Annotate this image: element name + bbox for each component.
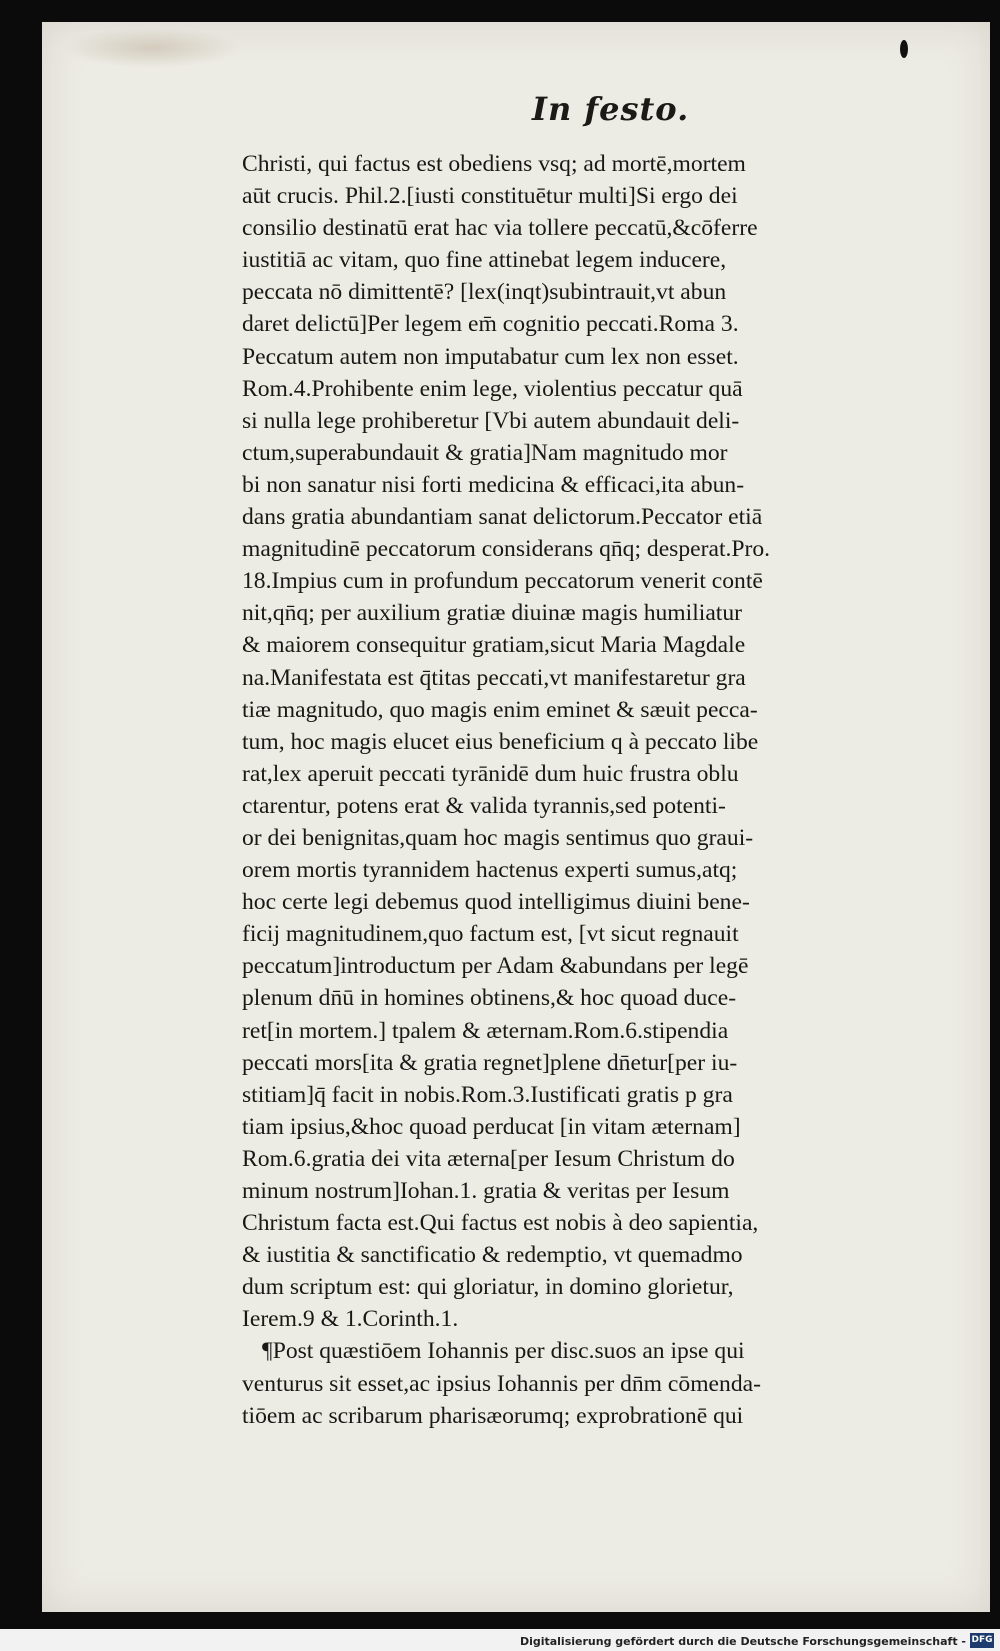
text-line: na.Manifestata est q̄titas peccati,vt manifestaretur gra	[242, 664, 746, 691]
text-line: ctum,superabundauit & gratia]Nam magnitudo mor	[242, 439, 728, 466]
text-line: dans gratia abundantiam sanat delictorum.Peccator etiā	[242, 504, 763, 531]
text-line: venturus sit esset,ac ipsius Iohannis per dn̄m cōmenda-	[242, 1370, 761, 1397]
text-line: magnitudinē peccatorum considerans qn̄q; desperat.Pro.	[242, 536, 771, 563]
running-head: In festo.	[532, 90, 690, 128]
text-line: nit,qn̄q; per auxilium gratiæ diuinæ magis humiliatur	[242, 600, 743, 627]
text-line: plenum dn̄ū in homines obtinens,& hoc quoad duce-	[242, 985, 737, 1012]
text-line: Christi, qui factus est obediens vsq; ad mortē,mortem	[242, 151, 746, 177]
text-line: Christum facta est.Qui factus est nobis à deo sapientia,	[242, 1210, 759, 1237]
text-line: Ierem.9 & 1.Corinth.1.	[242, 1306, 459, 1333]
text-line: ret[in mortem.] tpalem & æternam.Rom.6.stipendia	[242, 1017, 729, 1044]
ink-mark-icon	[900, 40, 908, 58]
text-line: si nulla lege prohiberetur [Vbi autem abundauit deli-	[242, 407, 740, 434]
text-line: & iustitia & sanctificatio & redemptio, vt quemadmo	[242, 1242, 743, 1269]
funding-notice: Digitalisierung gefördert durch die Deutsche Forschungsgemeinschaft -	[519, 1635, 966, 1648]
text-line: iustitiā ac vitam, quo fine attinebat legem inducere,	[242, 247, 727, 274]
text-line: hoc certe legi debemus quod intelligimus diuini bene-	[242, 889, 750, 916]
paper-stain	[62, 28, 242, 68]
text-line: tiam ipsius,&hoc quoad perducat [in vitam æternam]	[242, 1113, 741, 1140]
footer-bar	[0, 1629, 1000, 1651]
text-line: & maiorem consequitur gratiam,sicut Maria Magdale	[242, 632, 746, 659]
dfg-logo-icon: DFG	[970, 1633, 994, 1648]
text-line: consilio destinatū erat hac via tollere peccatū,&cōferre	[242, 215, 758, 242]
text-line: orem mortis tyrannidem hactenus experti sumus,atq;	[242, 857, 738, 884]
text-line: 18.Impius cum in profundum peccatorum venerit contē	[242, 568, 763, 595]
text-line: stitiam]q̄ facit in nobis.Rom.3.Iustificati gratis p gra	[242, 1081, 733, 1108]
text-line: ctarentur, potens erat & valida tyrannis,sed potenti-	[242, 792, 726, 819]
text-line: tiæ magnitudo, quo magis enim eminet & sæuit pecca-	[242, 696, 758, 723]
text-line: Rom.4.Prohibente enim lege, violentius peccatur quā	[242, 375, 743, 402]
paper-leaf	[42, 22, 990, 1612]
text-line: rat,lex aperuit peccati tyrānidē dum huic frustra oblu	[242, 760, 739, 787]
text-line: minum nostrum]Iohan.1. gratia & veritas per Iesum	[242, 1178, 730, 1204]
text-line: Peccatum autem non imputabatur cum lex non esset.	[242, 343, 739, 370]
text-line-paragraph-start: ¶Post quæstiōem Iohannis per disc.suos an ipse qui	[262, 1338, 745, 1365]
text-line: daret delictū]Per legem em̄ cognitio peccati.Roma 3.	[242, 311, 739, 338]
text-line: bi non sanatur nisi forti medicina & efficaci,ita abun-	[242, 471, 745, 498]
text-line: or dei benignitas,quam hoc magis sentimus quo graui-	[242, 824, 754, 851]
text-line: aūt crucis. Phil.2.[iusti constituētur multi]Si ergo dei	[242, 183, 738, 210]
text-line: Rom.6.gratia dei vita æterna[per Iesum Christum do	[242, 1145, 735, 1172]
text-line: ficij magnitudinem,quo factum est, [vt sicut regnauit	[242, 921, 739, 948]
text-line: peccata nō dimittentē? [lex(inqt)subintrauit,vt abun	[242, 279, 727, 306]
text-line: peccatum]introductum per Adam &abundans per legē	[242, 953, 749, 980]
text-line: tiōem ac scribarum pharisæorumq; exprobrationē qui	[242, 1402, 744, 1429]
text-line: dum scriptum est: qui gloriatur, in domino glorietur,	[242, 1274, 734, 1301]
body-text	[242, 148, 962, 1432]
text-line: peccati mors[ita & gratia regnet]plene dn̄etur[per iu-	[242, 1049, 738, 1076]
text-line: tum, hoc magis elucet eius beneficium q à peccato libe	[242, 728, 759, 755]
